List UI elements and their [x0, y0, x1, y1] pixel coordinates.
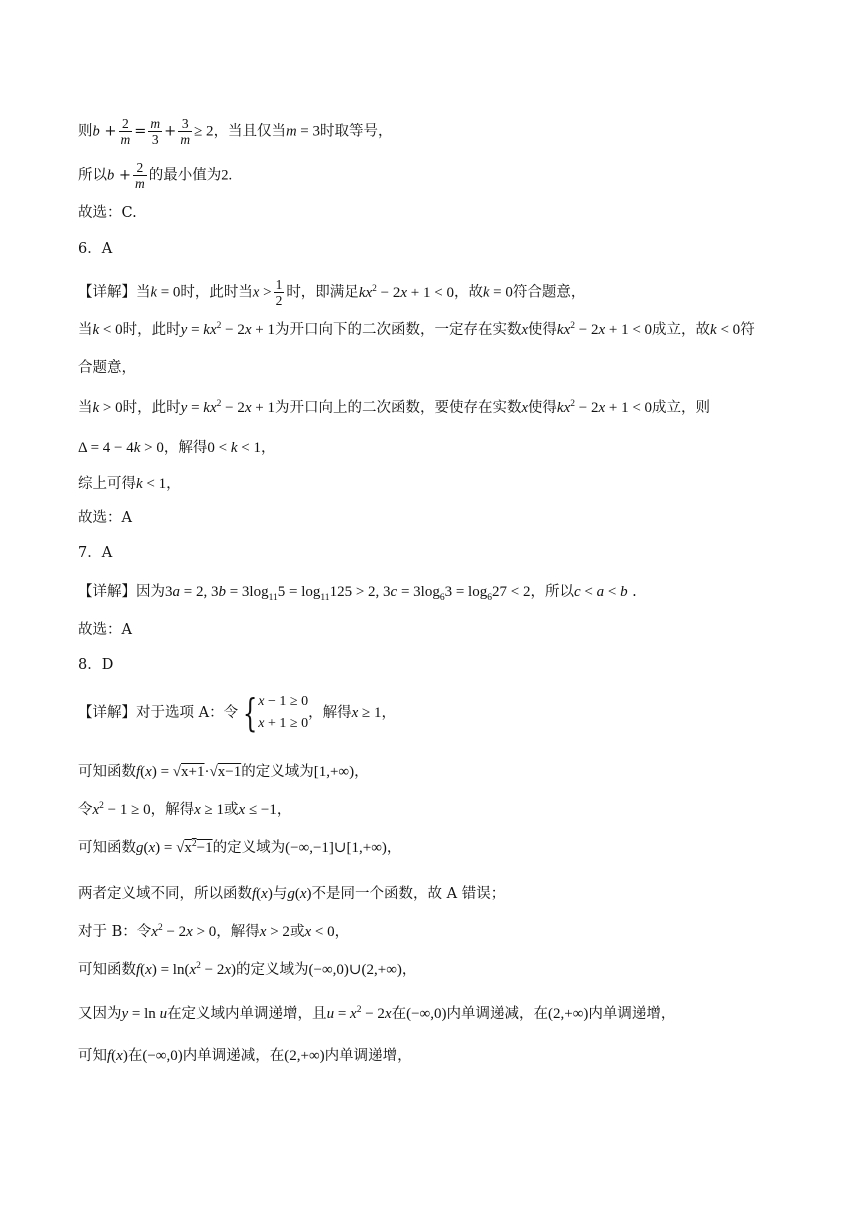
solution-line: 当k < 0时，此时$y = kx^2 - 2x + 1$为开口向下的二次函数，一定存在实数x使得$kx^2 - 2x + 1 < 0$成立，故k < 0符 — [78, 321, 755, 338]
solution-line: 所以b + $\frac{2}{m}$ 的最小值为2. — [78, 160, 233, 191]
text: 时，此时 — [122, 322, 181, 338]
solution-line: 【详解】当k = 0时，此时当x > $\frac{1}{2}$ 时，即满足$kx^2 - 2x + 1 < 0$，故k = 0符合题意， — [78, 277, 586, 308]
answer-line: 故选：A — [78, 622, 132, 638]
solution-line: 【详解】对于选项 A：令 { x − 1 ≥ 0 x + 1 ≥ 0 ，解得x ≥ 1， — [78, 691, 396, 735]
text: 当 — [78, 322, 93, 338]
text: 符 — [740, 322, 755, 338]
solution-line: 可知函数$f(x) = \ln(x^2 - 2x)$的定义域为(−∞,0)∪(2,+∞)， — [78, 961, 417, 978]
text: 或 — [289, 924, 305, 940]
text: 在定义域内单调递增，且 — [167, 1006, 327, 1022]
text: 的最小值为 — [148, 167, 222, 184]
question-number: 7．A — [78, 545, 113, 561]
text: 可知函数 — [78, 840, 136, 856]
solution-line: 可知f(x)在(−∞,0)内单调递减，在(2,+∞)内单调递增， — [78, 1048, 412, 1064]
text: 成立，则 — [652, 400, 711, 416]
solution-line: Δ = 4 − 4k > 0，解得0 < k < 1， — [78, 440, 276, 456]
text: ，解得 — [216, 924, 260, 940]
text: 的定义域为 — [241, 764, 314, 780]
text: 时，此时 — [122, 400, 181, 416]
text: 在 — [127, 1048, 143, 1064]
answer-line: 故选：C. — [78, 205, 137, 221]
text: 可知 — [78, 1048, 107, 1064]
solution-line: 综上可得k < 1， — [78, 476, 181, 492]
text: 与 — [272, 886, 288, 902]
question-number: 8．D — [78, 657, 114, 673]
text: ，所以 — [530, 584, 574, 600]
text: 在 — [391, 1006, 407, 1022]
text: ，解得 — [163, 440, 208, 456]
text: 则 — [78, 123, 93, 140]
text: 使得 — [527, 400, 557, 416]
text: 时，即满足 — [286, 284, 359, 301]
solution-line: 又因为y = ln u在定义域内单调递增，且$u = x^2 - 2x$在(−∞,0)内单调递减，在(2,+∞)内单调递增， — [78, 1005, 676, 1022]
solution-line: 则b + $\frac{2}{m}$ = $\frac{m}{3}$ + $\frac{3}{m}$ ≥ 2，当且仅当m = 3时取等号， — [78, 116, 393, 147]
text: 符合题意， — [512, 284, 586, 301]
text: ，解得 — [308, 705, 352, 721]
answer-line: 故选：A — [78, 510, 132, 526]
solution-line: 令$x^2 - 1 \ge 0$，解得x ≥ 1或x ≤ −1， — [78, 801, 292, 818]
text: 或 — [224, 802, 239, 818]
text: 【详解】因为 — [78, 584, 165, 600]
solution-line: 对于 B：令$x^2 - 2x > 0$，解得x > 2或x < 0， — [78, 923, 350, 940]
solution-line: 合题意， — [78, 360, 136, 376]
text: 使得 — [527, 322, 557, 338]
text: 又因为 — [78, 1006, 122, 1022]
text: 当 — [78, 400, 93, 416]
text: 可知函数 — [78, 764, 136, 780]
text: 2. — [221, 167, 233, 184]
solution-line: 两者定义域不同，所以函数f(x)与g(x)不是同一个函数，故 A 错误； — [78, 886, 506, 902]
text: 为开口向下的二次函数，一定存在实数 — [274, 322, 522, 338]
text: 的定义域为 — [212, 840, 286, 856]
text: 对于 B：令 — [78, 924, 152, 940]
text: 令 — [78, 802, 93, 818]
text: ，故 — [453, 284, 483, 301]
question-number: 6．A — [78, 241, 113, 257]
text: 【详解】当 — [78, 284, 151, 301]
solution-line: 可知函数$g(x) = √x^2-1$的定义域为(−∞,−1]∪[1,+∞)， — [78, 839, 402, 856]
text: ，当且仅当 — [213, 123, 287, 140]
text: 内单调递减，在 — [182, 1048, 285, 1064]
text: 不是同一个函数，故 A 错误； — [311, 886, 506, 902]
text: 时取等号， — [320, 123, 393, 140]
text: 内单调递增， — [324, 1048, 412, 1064]
text: 可知函数 — [78, 962, 136, 978]
text: 的定义域为 — [236, 962, 309, 978]
text: 时，此时当 — [180, 284, 253, 301]
text: 为开口向上的二次函数，要使存在实数 — [274, 400, 522, 416]
solution-line: 【详解】因为3a = 2, $3b = 3\log_{11}5 = \log_{11}125 > 2$, $3c = 3\log_63 = \log_627 < 2$，所以c < a < b . — [78, 584, 637, 603]
text: 内单调递减，在 — [446, 1006, 548, 1022]
text: 综上可得 — [78, 476, 136, 492]
text: 两者定义域不同，所以函数 — [78, 886, 252, 902]
solution-line: 当k > 0时，此时$y = kx^2 - 2x + 1$为开口向上的二次函数，要使存在实数x使得$kx^2 - 2x + 1 < 0$成立，则 — [78, 399, 711, 416]
text: ，解得 — [150, 802, 195, 818]
solution-line: 可知函数f(x) = √x+1·√x−1的定义域为[1,+∞)， — [78, 764, 369, 780]
text: 内单调递增， — [588, 1006, 676, 1022]
text: 【详解】对于选项 A：令 — [78, 705, 239, 721]
text: 成立，故 — [652, 322, 711, 338]
text: 所以 — [78, 167, 107, 184]
